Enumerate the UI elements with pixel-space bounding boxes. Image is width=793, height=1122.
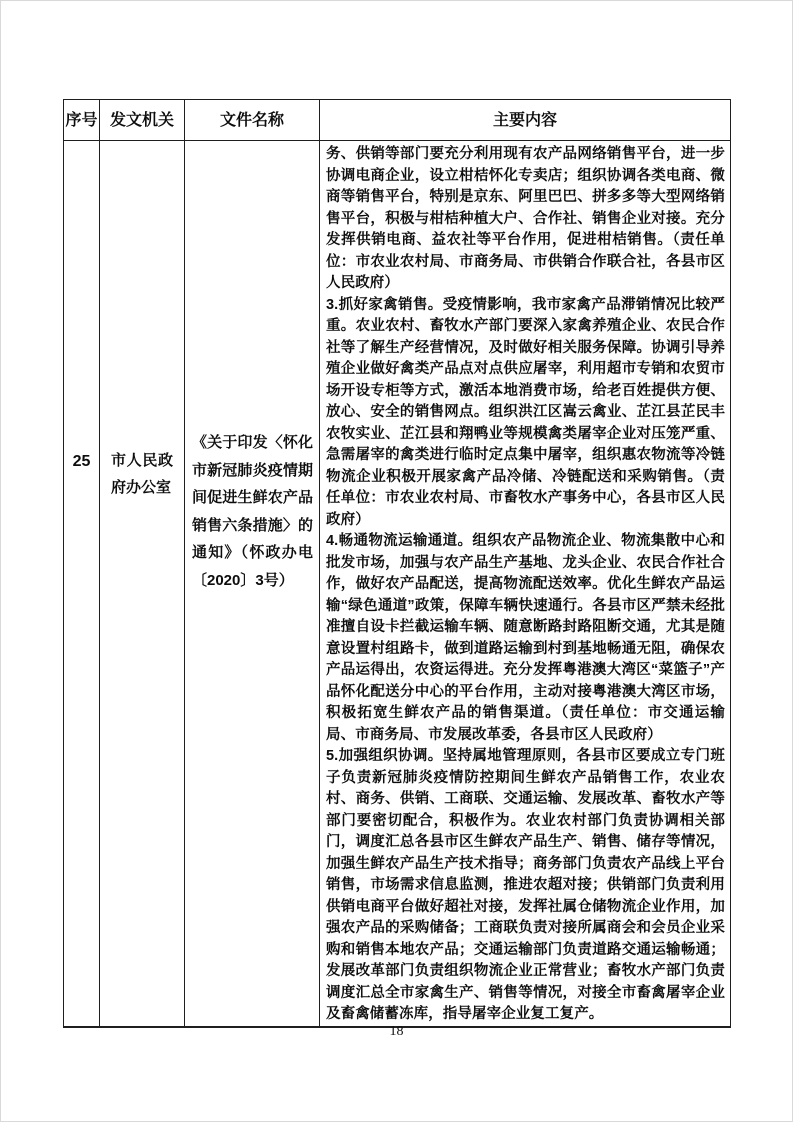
header-serial-number: 序号 xyxy=(64,100,100,141)
content-paragraph-3: 4.畅通物流运输通道。组织农产品物流企业、物流集散中心和批发市场，加强与农产品生产基地、龙头企业、农民合作社合作，做好农产品配送，提高物流配送效率。优化生鲜农产品运输“绿色通道”政策，保障车辆快速通行。各县市区严禁未经批准擅自设卡拦截运输车辆、随意断路封路阻断交通，尤其是随意设置村组路卡，做到道路运输到村到基地畅通无阻，确保农产品运得出，农资运得进。充分发挥粤港澳大湾区“菜篮子”产品怀化配送分中心的平台作用，主动对接粤港澳大湾区市场，积极拓宽生鲜农产品的销售渠道。（责任单位：市交通运输局、市商务局、市发展改革委，各县市区人民政府） xyxy=(326,533,725,743)
cell-serial-number xyxy=(64,141,100,1027)
cell-issuing-authority xyxy=(100,141,185,1027)
content-paragraph-1: 务、供销等部门要充分利用现有农产品网络销售平台，进一步协调电商企业，设立柑桔怀化专卖店；组织协调各类电商、微商等销售平台，特别是京东、阿里巴巴、拼多多等大型网络销售平台，积极与柑桔种植大户、合作社、销售企业对接。充分发挥供销电商、益农社等平台作用，促进柑桔销售。（责任单位：市农业农村局、市商务局、市供销合作联合社，各县市区人民政府） xyxy=(326,146,725,291)
header-document-name: 文件名称 xyxy=(185,100,320,141)
cell-document-name xyxy=(185,141,320,1027)
table-row xyxy=(64,141,731,1027)
page-number: 18 xyxy=(389,1024,404,1039)
cell-main-content xyxy=(320,141,731,1027)
content-paragraph-4: 5.加强组织协调。坚持属地管理原则，各县市区要成立专门班子负责新冠肺炎疫情防控期间生鲜农产品销售工作，农业农村、商务、供销、工商联、交通运输、发展改革、畜牧水产等部门要密切配合，积极作为。农业农村部门负责协调相关部门，调度汇总各县市区生鲜农产品生产、销售、储存等情况，加强生鲜农产品生产技术指导；商务部门负责农产品线上平台销售，市场需求信息监测，推进农超对接；供销部门负责利用供销电商平台做好超社对接，发挥社属仓储物流企业作用，加强农产品的采购储备；工商联负责对接所属商会和会员企业采购和销售本地农产品；交通运输部门负责道路交通运输畅通；发展改革部门负责组织物流企业正常营业；畜牧水产部门负责调度汇总全市家禽生产、销售等情况，对接全市畜禽屠宰企业及畜禽储蓄冻库，指导屠宰企业复工复产。 xyxy=(326,748,725,1022)
measures-table xyxy=(63,99,731,1028)
table-header-row xyxy=(64,100,731,141)
serial-number-value: 25 xyxy=(72,453,91,470)
header-issuing-authority: 发文机关 xyxy=(100,100,185,141)
document-name-value: 《关于印发〈怀化市新冠肺炎疫情期间促进生鲜农产品销售六条措施〉的通知》（怀政办电〔2020〕3号） xyxy=(192,434,313,589)
content-paragraph-2: 3.抓好家禽销售。受疫情影响，我市家禽产品滞销情况比较严重。农业农村、畜牧水产部门要深入家禽养殖企业、农民合作社等了解生产经营情况，及时做好相关服务保障。协调引导养殖企业做好禽类产品点对点供应屠宰，利用超市专销和农贸市场开设专柜等方式，激活本地消费市场，给老百姓提供方便、放心、安全的销售网点。组织洪江区嵩云禽业、芷江县芷民丰农牧实业、芷江县和翔鸭业等规模禽类屠宰企业对压笼严重、急需屠宰的禽类进行临时定点集中屠宰，组织惠农物流等冷链物流企业积极开展家禽产品冷储、冷链配送和采购销售。（责任单位：市农业农村局、市畜牧水产事务中心，各县市区人民政府） xyxy=(326,296,725,528)
header-main-content: 主要内容 xyxy=(320,100,731,141)
issuing-authority-value: 市人民政府办公室 xyxy=(111,452,173,496)
